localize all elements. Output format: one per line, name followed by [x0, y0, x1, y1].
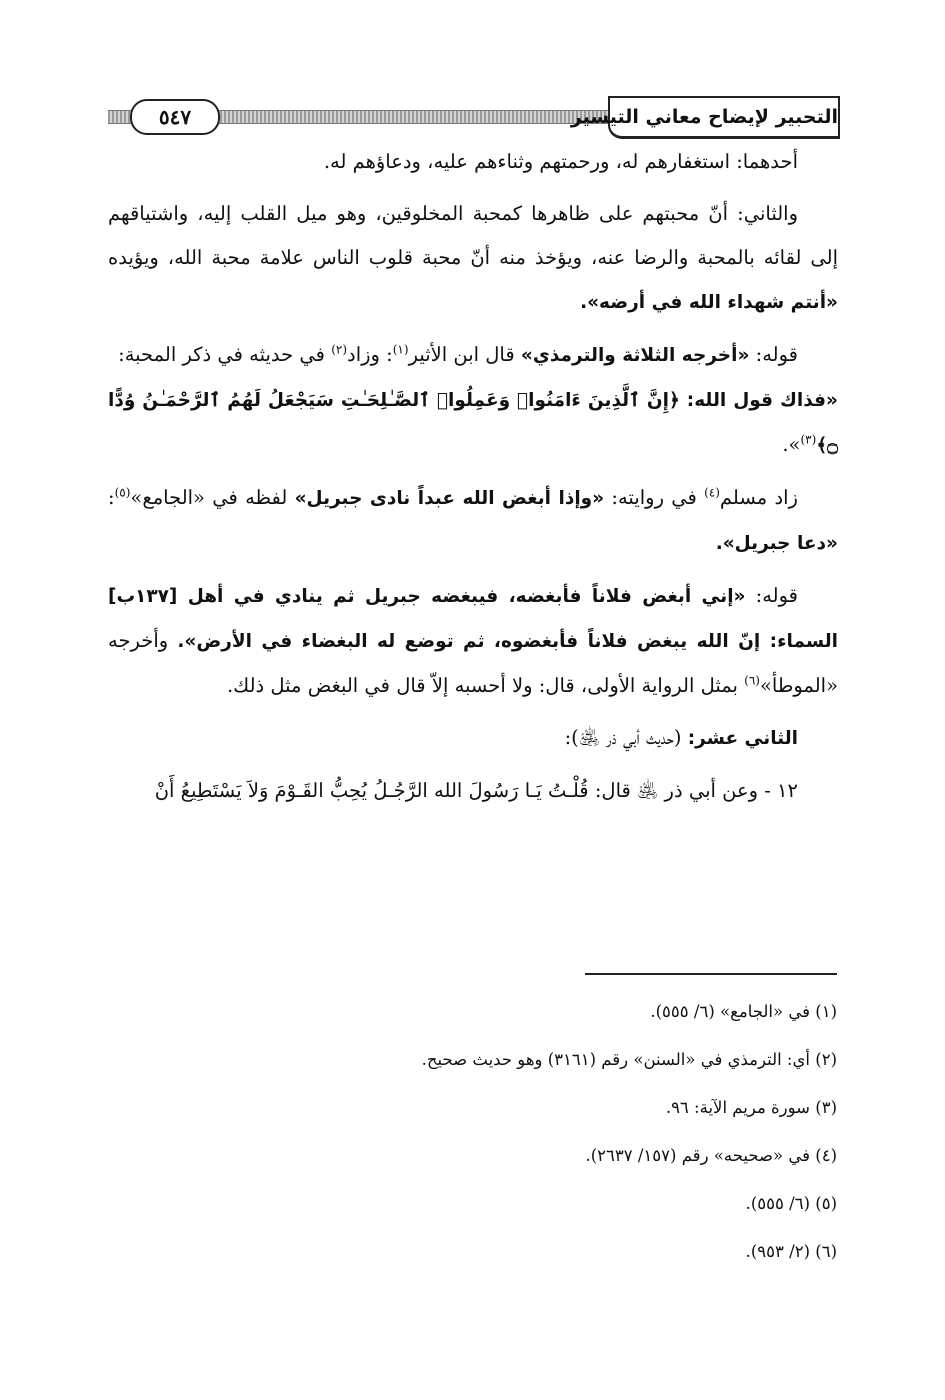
quote-bold: «إني أبغض فلاناً فأبغضه، فيبغضه جبريل ثم ينادي في أهل [١٣٧ب] السماء: إنّ الله يبغض فلاناً فأبغضوه، ثم توضع له البغضاء في الأرض».	[108, 586, 839, 652]
paragraph-5: قوله: «إني أبغض فلاناً فأبغضه، فيبغضه جبريل ثم ينادي في أهل [١٣٧ب] السماء: إنّ الله يبغض فلاناً فأبغضوه، ثم توضع له البغضاء في الأرض». وأخرجه «الموطأ»$^{(٦)}$ بمثل الرواية الأولى، قال: ولا أحسبه إلاّ قال في البغض مثل ذلك.	[108, 584, 839, 697]
running-title: التحبير لإيضاح معاني التيسير	[608, 96, 840, 139]
footnote-2: (٢) أي: الترمذي في «السنن» رقم (٣١٦١) وهو حديث صحيح.	[421, 1050, 837, 1069]
main-text	[108, 140, 838, 821]
footnote-ref: (٣)	[800, 432, 817, 447]
footnote-ref: (١)	[392, 342, 409, 357]
paragraph-1: أحدهما: استغفارهم له، ورحمتهم وثناءهم عليه، ودعاؤهم له.	[323, 150, 798, 173]
footnotes	[107, 1000, 837, 1288]
footnote-ref: (٦)	[744, 673, 760, 688]
paragraph-4: زاد مسلم$^{(٤)}$ في روايته: «وإذا أبغض الله عبداً نادى جبريل» لفظه في «الجامع»$^{(٥)}$: «دعا جبريل».	[108, 485, 838, 554]
footnote-3: (٣) سورة مريم الآية: ٩٦.	[665, 1098, 837, 1117]
footnote-6: (٦) (٢/ ٩٥٣).	[745, 1242, 837, 1261]
hadith-line: ١٢ - وعن أبي ذر ﵁ قال: قُلْـتُ يَـا رَسُولَ الله الرَّجُـلُ يُحِبُّ القَـوْمَ وَلاَ يَسْتَطِيعُ أَنْ	[154, 779, 798, 802]
quote-bold: «أنتم شهداء الله في أرضه».	[580, 292, 838, 313]
footnote-5: (٥) (٦/ ٥٥٥).	[745, 1194, 837, 1213]
footnote-separator	[585, 973, 837, 975]
footnote-ref: (٤)	[704, 485, 720, 500]
paragraph-2: والثاني: أنّ محبتهم على ظاهرها كمحبة المخلوقين، وهو ميل القلب إليه، واشتياقهم إلى لقائه بالمحبة والرضا عنه، ويؤخذ منه أنّ محبة قلوب الناس علامة محبة الله، ويؤيده «أنتم شهداء الله في أرضه».	[108, 202, 838, 313]
footnote-ref: (٥)	[114, 485, 131, 500]
footnote-ref: (٢)	[331, 342, 348, 357]
section-heading: الثاني عشر: (حديث أبي ذر ﵁):	[564, 726, 798, 749]
quote-bold: «وإذا أبغض الله عبداً نادى جبريل»	[294, 488, 605, 509]
quran-quote: «فذاك قول الله: ﴿إِنَّ ٱلَّذِينَ ءَامَنُوا۟ وَعَمِلُوا۟ ٱلصَّـٰلِحَـٰتِ سَيَجْعَلُ لَهُمُ ٱلرَّحْمَـٰنُ وُدًّا ۝﴾	[108, 390, 838, 456]
quote-bold: «أخرجه الثلاثة والترمذي»	[520, 345, 750, 366]
running-header	[108, 96, 840, 138]
paragraph-3: قوله: «أخرجه الثلاثة والترمذي» قال ابن الأثير$^{(١)}$: وزاد$^{(٢)}$ في حديثه في ذكر المحبة: «فذاك قول الله: ﴿إِنَّ ٱلَّذِينَ ءَامَنُوا۟ وَعَمِلُوا۟ ٱلصَّـٰلِحَـٰتِ سَيَجْعَلُ لَهُمُ ٱلرَّحْمَـٰنُ وُدًّا ۝﴾$^{(٣)}$».	[108, 342, 838, 456]
page-number: ٥٤٧	[130, 99, 220, 135]
quote-bold: «دعا جبريل».	[715, 533, 838, 554]
footnote-1: (١) في «الجامع» (٦/ ٥٥٥).	[650, 1002, 837, 1021]
footnote-4: (٤) في «صحيحه» رقم (١٥٧/ ٢٦٣٧).	[585, 1146, 837, 1165]
